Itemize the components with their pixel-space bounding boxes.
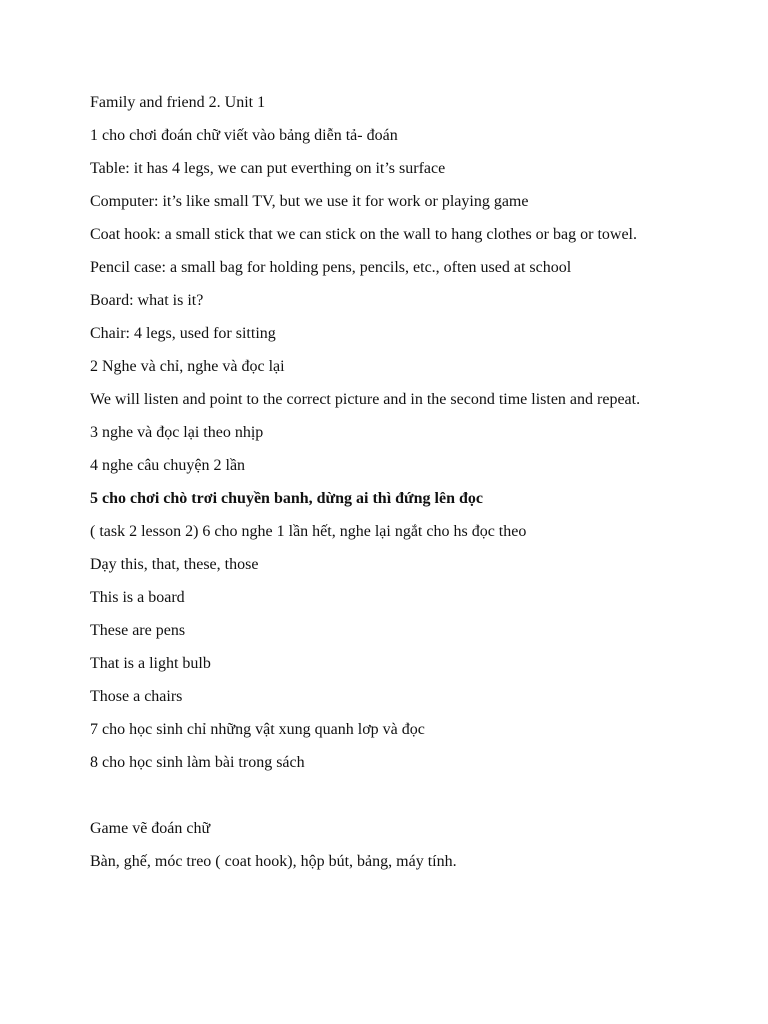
doc-line-listen-point: We will listen and point to the correct picture and in the second time listen and repeat. bbox=[90, 391, 641, 408]
doc-line-pencil-case: Pencil case: a small bag for holding pens, pencils, etc., often used at school bbox=[90, 259, 572, 276]
doc-line-board: Board: what is it? bbox=[90, 292, 204, 309]
doc-line-activity-3: 3 nghe và đọc lại theo nhịp bbox=[90, 424, 264, 441]
doc-line-example-that: That is a light bulb bbox=[90, 655, 211, 672]
doc-line-game-heading: Game vẽ đoán chữ bbox=[90, 820, 211, 837]
doc-line-activity-1: 1 cho chơi đoán chữ viết vào bảng diễn tả- đoán bbox=[90, 127, 398, 144]
doc-line-example-this: This is a board bbox=[90, 589, 185, 606]
doc-line-game-words: Bàn, ghế, móc treo ( coat hook), hộp bút, bảng, máy tính. bbox=[90, 853, 457, 870]
doc-line-computer: Computer: it’s like small TV, but we use it for work or playing game bbox=[90, 193, 529, 210]
doc-line-table: Table: it has 4 legs, we can put everthing on it’s surface bbox=[90, 160, 446, 177]
doc-line-activity-2: 2 Nghe và chỉ, nghe và đọc lại bbox=[90, 358, 285, 375]
doc-line-teach-demonstratives: Dạy this, that, these, those bbox=[90, 556, 259, 573]
blank-line bbox=[90, 787, 660, 805]
doc-line-activity-6: ( task 2 lesson 2) 6 cho nghe 1 lần hết, nghe lại ngắt cho hs đọc theo bbox=[90, 523, 527, 540]
doc-line-chair: Chair: 4 legs, used for sitting bbox=[90, 325, 276, 342]
document-body bbox=[90, 94, 660, 886]
doc-title: Family and friend 2. Unit 1 bbox=[90, 94, 266, 111]
doc-line-example-these: These are pens bbox=[90, 622, 186, 639]
doc-line-activity-8: 8 cho học sinh làm bài trong sách bbox=[90, 754, 305, 771]
doc-line-example-those: Those a chairs bbox=[90, 688, 183, 705]
doc-line-activity-5: 5 cho chơi chò trơi chuyền banh, dừng ai thì đứng lên đọc bbox=[90, 490, 483, 507]
doc-line-coat-hook: Coat hook: a small stick that we can stick on the wall to hang clothes or bag or towel. bbox=[90, 226, 637, 243]
doc-line-activity-4: 4 nghe câu chuyện 2 lần bbox=[90, 457, 246, 474]
doc-line-activity-7: 7 cho học sinh chỉ những vật xung quanh lơp và đọc bbox=[90, 721, 425, 738]
